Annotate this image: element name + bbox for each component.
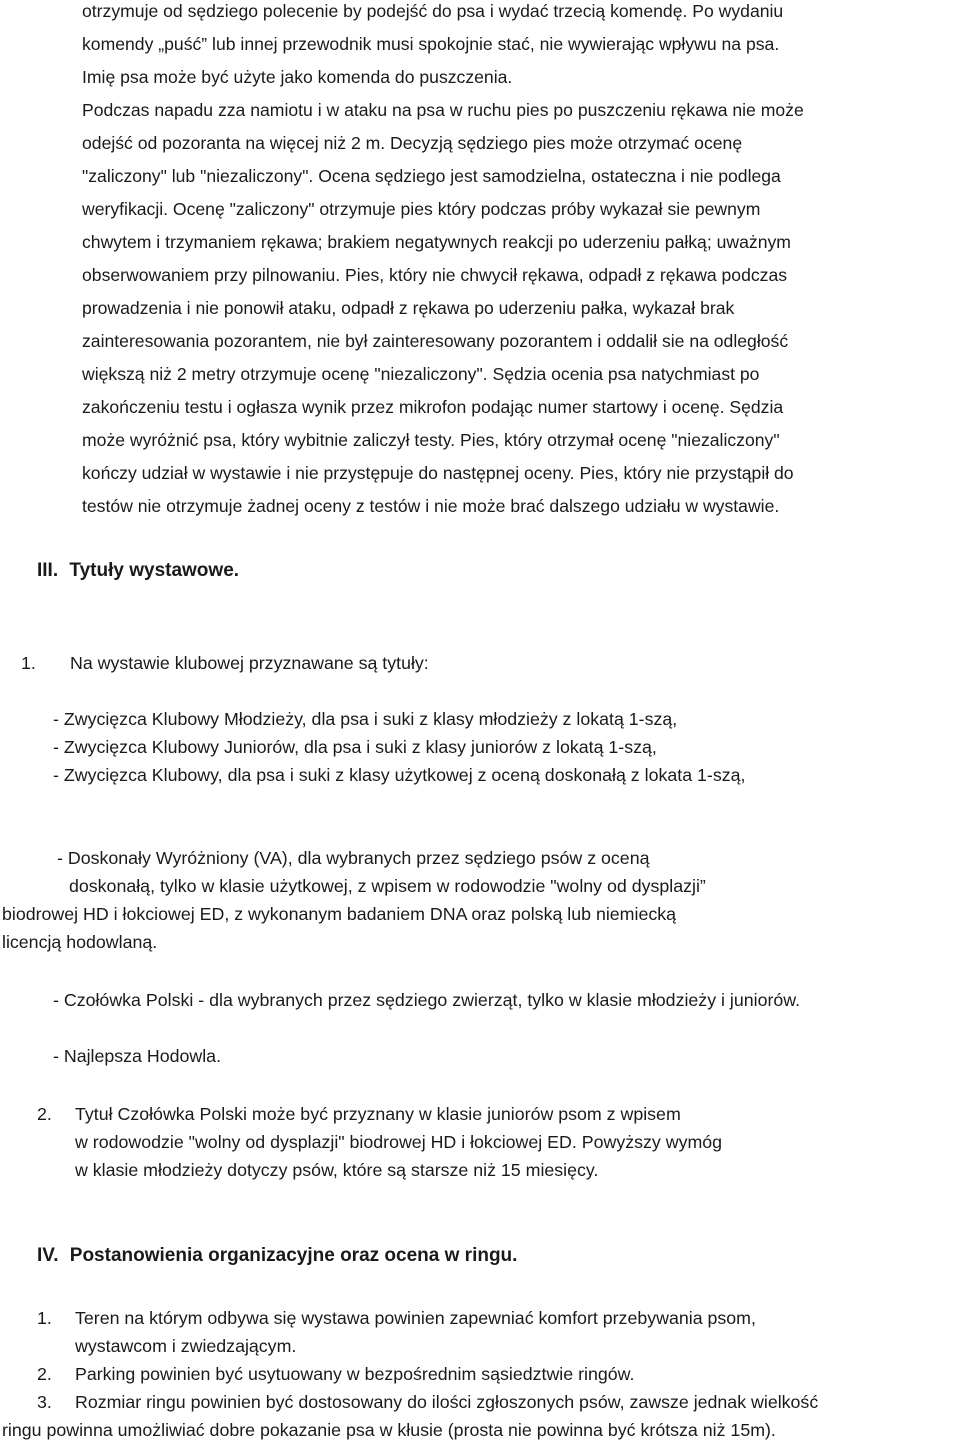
list-item-text: ringu powinna umożliwiać dobre pokazanie psa w kłusie (prosta nie powinna być krótsza niż 15m). bbox=[2, 1420, 776, 1440]
title-list-item: - Zwycięzca Klubowy, dla psa i suki z klasy użytkowej z oceną doskonałą z lokata 1-szą, bbox=[53, 765, 746, 785]
list-item-text: Tytuł Czołówka Polski może być przyznany w klasie juniorów psom z wpisem bbox=[75, 1104, 681, 1124]
list-item-text: wystawcom i zwiedzającym. bbox=[75, 1336, 297, 1356]
list-item-number: 1. bbox=[21, 653, 36, 673]
section-number: III. bbox=[37, 560, 59, 581]
paragraph-line: zakończeniu testu i ogłasza wynik przez mikrofon podając numer startowy i ocenę. Sędzia bbox=[82, 397, 784, 417]
list-item-text: w rodowodzie "wolny od dysplazji" biodrowej HD i łokciowej ED. Powyższy wymóg bbox=[75, 1132, 723, 1152]
va-line: - Doskonały Wyróżniony (VA), dla wybranych przez sędziego psów z oceną bbox=[57, 848, 650, 868]
list-item-text: w klasie młodzieży dotyczy psów, które są starsze niż 15 miesięcy. bbox=[75, 1160, 599, 1180]
list-item-number: 3. bbox=[37, 1392, 52, 1412]
section-title: Postanowienia organizacyjne oraz ocena w ringu. bbox=[69, 1245, 518, 1266]
paragraph-line: może wyróżnić psa, który wybitnie zaliczył testy. Pies, który otrzymał ocenę "niezaliczony" bbox=[82, 430, 780, 450]
va-line: doskonałą, tylko w klasie użytkowej, z wpisem w rodowodzie "wolny od dysplazji” bbox=[69, 876, 706, 896]
title-list-item: - Zwycięzca Klubowy Juniorów, dla psa i suki z klasy juniorów z lokatą 1-szą, bbox=[53, 737, 657, 757]
paragraph-line: obserwowaniem przy pilnowaniu. Pies, który nie chwycił rękawa, odpadł z rękawa podczas bbox=[82, 265, 788, 285]
va-line: licencją hodowlaną. bbox=[2, 932, 158, 952]
list-item-number: 2. bbox=[37, 1364, 52, 1384]
czolowka-item: - Czołówka Polski - dla wybranych przez sędziego zwierząt, tylko w klasie młodzieży i juniorów. bbox=[53, 990, 801, 1010]
paragraph-line: Podczas napadu zza namiotu i w ataku na psa w ruchu pies po puszczeniu rękawa nie może bbox=[82, 100, 804, 120]
paragraph-line: prowadzenia i nie ponowił ataku, odpadł z rękawa po uderzeniu pałka, wykazał brak bbox=[82, 298, 735, 318]
list-item-text: Teren na którym odbywa się wystawa powinien zapewniać komfort przebywania psom, bbox=[75, 1308, 756, 1328]
section-heading-iv bbox=[37, 1245, 517, 1267]
section-title: Tytuły wystawowe. bbox=[69, 560, 240, 581]
paragraph-line: Imię psa może być użyte jako komenda do puszczenia. bbox=[82, 67, 513, 87]
list-item-text: Rozmiar ringu powinien być dostosowany do ilości zgłoszonych psów, zawsze jednak wielkość bbox=[75, 1392, 819, 1412]
paragraph-line: zainteresowania pozorantem, nie był zainteresowany pozorantem i oddalił sie na odległość bbox=[82, 331, 789, 351]
paragraph-line: testów nie otrzymuje żadnej oceny z testów i nie może brać dalszego udziału w wystawie. bbox=[82, 496, 780, 516]
list-item-text: Na wystawie klubowej przyznawane są tytuły: bbox=[70, 653, 429, 673]
paragraph-line: komendy „puść” lub innej przewodnik musi spokojnie stać, nie wywierając wpływu na psa. bbox=[82, 34, 780, 54]
list-item-number: 2. bbox=[37, 1104, 52, 1124]
paragraph-line: kończy udział w wystawie i nie przystępuje do następnej oceny. Pies, który nie przystąpił do bbox=[82, 463, 794, 483]
list-item-text: Parking powinien być usytuowany w bezpośrednim sąsiedztwie ringów. bbox=[75, 1364, 635, 1384]
hodowla-item: - Najlepsza Hodowla. bbox=[53, 1046, 222, 1066]
paragraph-line: chwytem i trzymaniem rękawa; brakiem negatywnych reakcji po uderzeniu pałką; uważnym bbox=[82, 232, 791, 252]
paragraph-line: "zaliczony" lub "niezaliczony". Ocena sędziego jest samodzielna, ostateczna i nie podlega bbox=[82, 166, 781, 186]
paragraph-line: otrzymuje od sędziego polecenie by podejść do psa i wydać trzecią komendę. Po wydaniu bbox=[82, 1, 784, 21]
title-list-item: - Zwycięzca Klubowy Młodzieży, dla psa i suki z klasy młodzieży z lokatą 1-szą, bbox=[53, 709, 678, 729]
section-heading-iii bbox=[37, 560, 239, 582]
va-line: biodrowej HD i łokciowej ED, z wykonanym badaniem DNA oraz polską lub niemiecką bbox=[2, 904, 677, 924]
list-item-number: 1. bbox=[37, 1308, 52, 1328]
paragraph-line: większą niż 2 metry otrzymuje ocenę "niezaliczony". Sędzia ocenia psa natychmiast po bbox=[82, 364, 760, 384]
paragraph-line: odejść od pozoranta na więcej niż 2 m. Decyzją sędziego pies może otrzymać ocenę bbox=[82, 133, 743, 153]
paragraph-line: weryfikacji. Ocenę "zaliczony" otrzymuje pies który podczas próby wykazał sie pewnym bbox=[82, 199, 761, 219]
section-number: IV. bbox=[37, 1245, 59, 1266]
